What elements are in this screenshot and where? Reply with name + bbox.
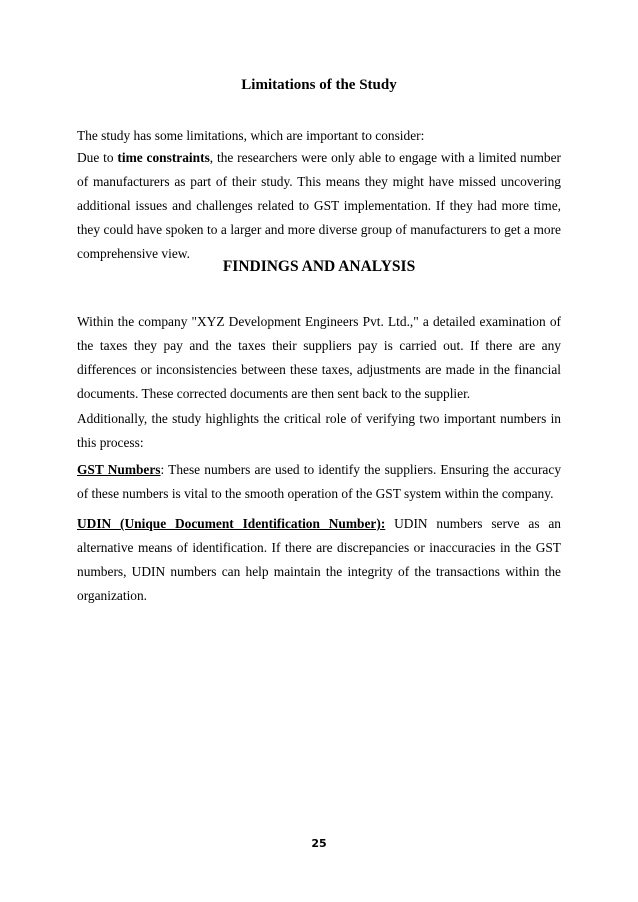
gst-paragraph-text xyxy=(77,458,561,506)
limitations-intro-text: The study has some limitations, which are important to consider: xyxy=(77,128,425,143)
limitations-body xyxy=(77,146,561,266)
limitations-intro xyxy=(77,125,561,146)
udin-paragraph-text xyxy=(77,512,561,608)
findings-heading: FINDINGS AND ANALYSIS xyxy=(222,258,416,275)
limitations-body-rest: , the researchers were only able to engage with a limited number of manufacturers as part of their study. This means they might have missed uncovering additional issues and challenges related to GST implementation. If they had more time, they could have spoken to a larger and more diverse group of manufacturers to get a more comprehensive view. xyxy=(77,150,562,261)
gst-numbers-paragraph xyxy=(77,458,561,506)
findings-paragraph-2 xyxy=(77,407,561,455)
time-constraints-term: time constraints xyxy=(117,150,210,165)
findings-para2-text: Additionally, the study highlights the critical role of verifying two important numbers in this process: xyxy=(77,411,561,450)
findings-para1-text: Within the company "XYZ Development Engineers Pvt. Ltd.," a detailed examination of the taxes they pay and the taxes their suppliers pay is carried out. If there are any differences or inconsistencies between these taxes, adjustments are made in the financial documents. These corrected documents are then sent back to the supplier. xyxy=(77,314,561,401)
gst-numbers-description: : These numbers are used to identify the suppliers. Ensuring the accuracy of these numbers is vital to the smooth operation of the GST system within the company. xyxy=(77,462,562,501)
page-number: 25 xyxy=(311,837,327,850)
limitations-heading: Limitations of the Study xyxy=(241,77,397,93)
findings-paragraph-1 xyxy=(77,310,561,406)
limitations-paragraph xyxy=(77,146,561,266)
udin-paragraph xyxy=(77,512,561,608)
gst-numbers-term: GST Numbers xyxy=(77,462,161,477)
udin-description: UDIN numbers serve as an alternative means of identification. If there are discrepancies or inaccuracies in the GST numbers, UDIN numbers can help maintain the integrity of the transactions within the organization. xyxy=(77,516,561,603)
udin-term: UDIN (Unique Document Identification Number): xyxy=(77,516,386,531)
limitations-body-prefix: Due to xyxy=(77,150,118,165)
